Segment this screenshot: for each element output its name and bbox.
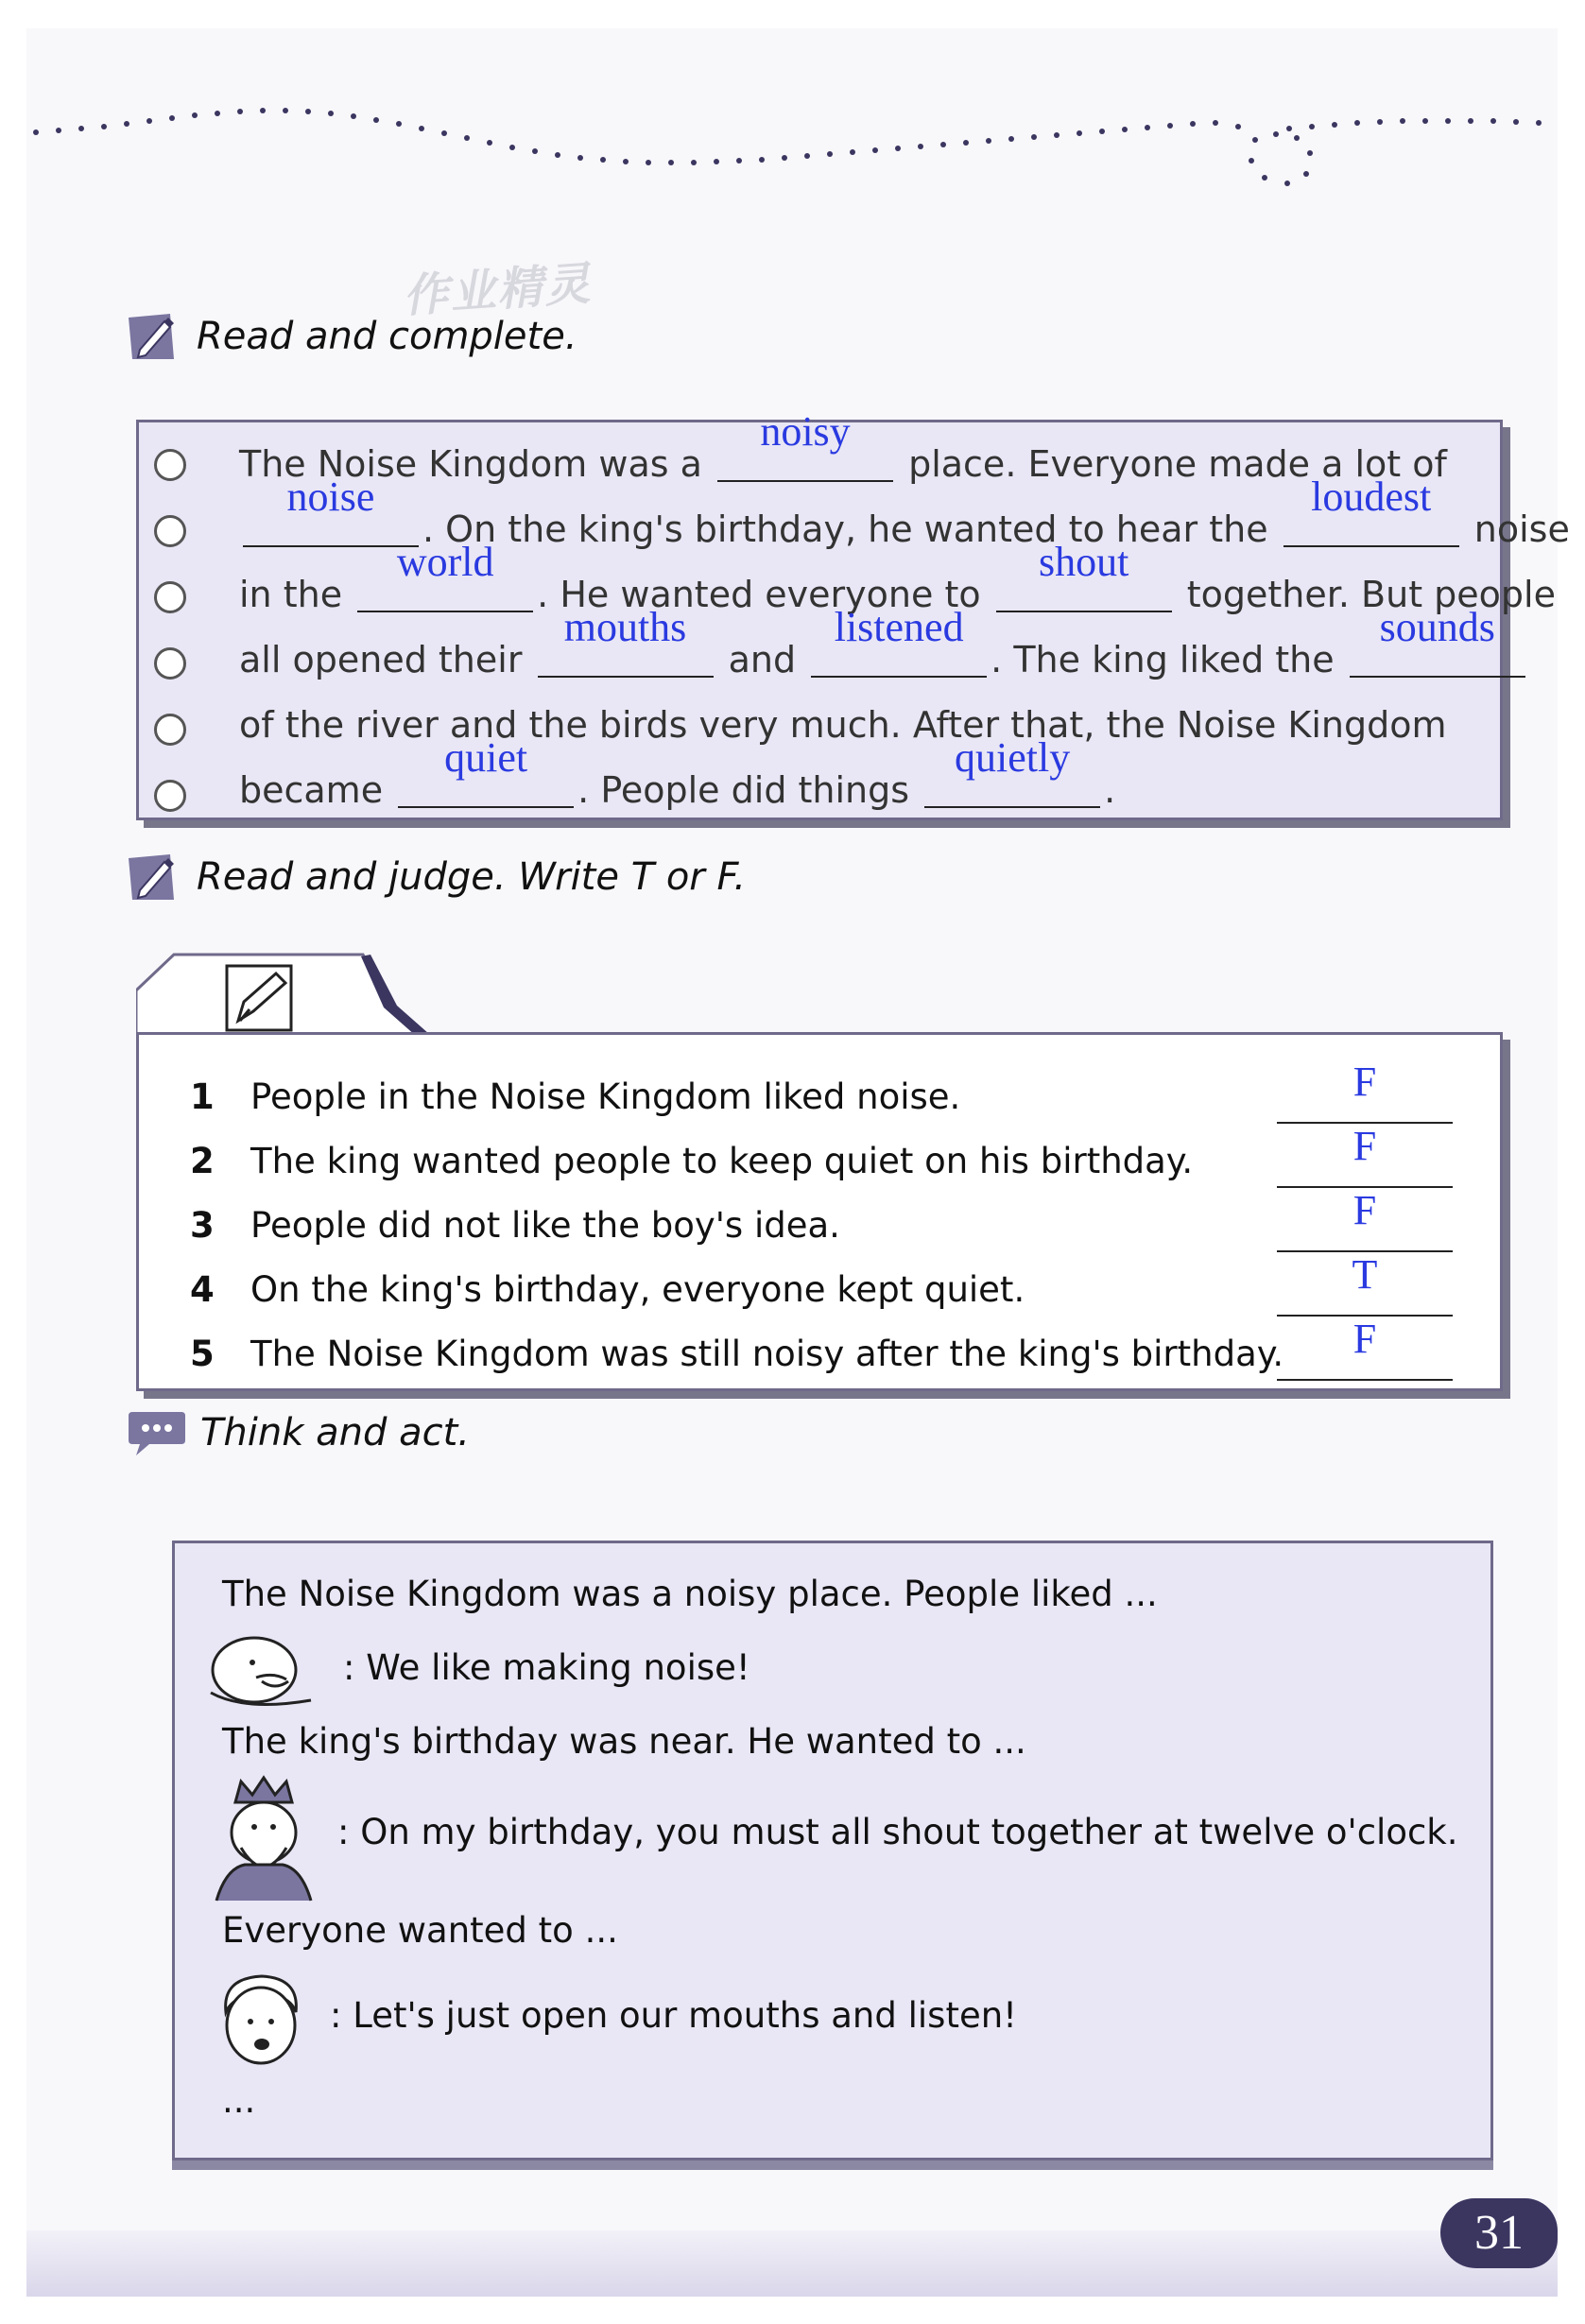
prompt-line: The Noise Kingdom was a noisy place. People liked ...: [222, 1574, 1158, 1614]
workbook-page: [26, 28, 1570, 2297]
answer-blank[interactable]: loudest: [1284, 508, 1459, 547]
answer-blank[interactable]: quiet: [398, 768, 574, 808]
circle-icon: [154, 647, 186, 680]
passage-text: The Noise Kingdom was a: [239, 443, 714, 485]
speech-line: : On my birthday, you must all shout together at twelve o'clock.: [337, 1812, 1458, 1852]
boy-face-icon: [209, 1969, 313, 2073]
passage-text: . People did things: [577, 769, 922, 811]
fill-in-box: [136, 408, 1570, 820]
item-number: 5: [190, 1334, 215, 1374]
item-number: 1: [190, 1076, 215, 1117]
think-act-box: [172, 1541, 1493, 2160]
speech-bubble-icon: [127, 1408, 187, 1457]
passage-text: place. Everyone made a lot of: [897, 443, 1447, 485]
section-title-read-complete: Read and complete.: [127, 312, 577, 361]
answer-blank[interactable]: noisy: [717, 442, 893, 482]
item-number: 3: [190, 1205, 215, 1246]
item-text: People in the Noise Kingdom liked noise.: [250, 1076, 961, 1117]
speech-line: : We like making noise!: [343, 1647, 750, 1688]
footer-band: [26, 2230, 1558, 2297]
answer-line: [1277, 1360, 1453, 1381]
tf-answer[interactable]: F: [1352, 1123, 1377, 1169]
circle-icon: [154, 714, 186, 746]
true-false-box: [136, 1032, 1503, 1391]
watermark: 作业精灵: [401, 257, 594, 323]
answer-blank[interactable]: sounds: [1350, 638, 1525, 678]
ellipsis-line: ...: [222, 2080, 256, 2121]
folder-tab: [136, 953, 476, 1038]
item-number: 2: [190, 1141, 215, 1181]
passage-text: .: [1104, 769, 1116, 811]
item-text: The Noise Kingdom was still noisy after the king's birthday.: [250, 1334, 1284, 1374]
pencil-icon: [127, 312, 183, 361]
passage-text: . He wanted everyone to: [537, 574, 992, 615]
circle-icon: [154, 515, 186, 547]
answer-blank[interactable]: world: [357, 573, 533, 612]
item-text: The king wanted people to keep quiet on his birthday.: [250, 1141, 1194, 1181]
passage-text: and: [716, 639, 808, 680]
passage-text: all opened their: [239, 639, 534, 680]
passage-text: of the river and the birds very much. After that, the Noise Kingdom: [239, 704, 1447, 746]
passage-text: became: [239, 769, 395, 811]
answer-line: [1277, 1103, 1453, 1124]
prompt-line: Everyone wanted to ...: [222, 1910, 618, 1951]
bald-man-face-icon: [207, 1634, 320, 1710]
answer-blank[interactable]: mouths: [538, 638, 714, 678]
passage-text: . The king liked the: [991, 639, 1346, 680]
passage-text: . On the king's birthday, he wanted to hear the: [422, 508, 1280, 550]
passage-line: [239, 734, 1487, 823]
item-text: People did not like the boy's idea.: [250, 1205, 840, 1246]
fill-in-passage: [239, 408, 1570, 823]
item-text: On the king's birthday, everyone kept quiet.: [250, 1269, 1025, 1310]
answer-line: [1277, 1296, 1453, 1317]
tf-answer[interactable]: F: [1352, 1059, 1377, 1105]
tf-answer[interactable]: F: [1352, 1316, 1377, 1362]
passage-line: [239, 604, 1495, 693]
king-face-icon: [207, 1774, 320, 1902]
speech-line: : Let's just open our mouths and listen!: [330, 1995, 1017, 2036]
passage-text: together. But people: [1175, 574, 1556, 615]
answer-blank[interactable]: noise: [243, 508, 419, 547]
passage-text: in the: [239, 574, 354, 615]
section-title-think-act: Think and act.: [127, 1408, 470, 1457]
dotted-decoration: [26, 28, 1558, 217]
answer-line: [1277, 1167, 1453, 1188]
judge-item: [139, 1316, 1500, 1390]
page-number: 31: [1440, 2198, 1558, 2268]
section-title-read-judge: Read and judge. Write T or F.: [127, 852, 746, 902]
item-number: 4: [190, 1269, 215, 1310]
tf-answer[interactable]: T: [1352, 1251, 1378, 1298]
tf-answer[interactable]: F: [1352, 1187, 1377, 1233]
circle-icon: [154, 449, 186, 481]
answer-blank[interactable]: listened: [811, 638, 987, 678]
answer-line: [1277, 1231, 1453, 1252]
passage-text: noise: [1462, 508, 1570, 550]
circle-icon: [154, 581, 186, 613]
pencil-icon: [127, 852, 183, 902]
answer-blank[interactable]: quietly: [924, 768, 1100, 808]
answer-blank[interactable]: shout: [996, 573, 1172, 612]
prompt-line: The king's birthday was near. He wanted to ...: [222, 1721, 1026, 1762]
margin-circles: [154, 449, 186, 846]
circle-icon: [154, 780, 186, 812]
